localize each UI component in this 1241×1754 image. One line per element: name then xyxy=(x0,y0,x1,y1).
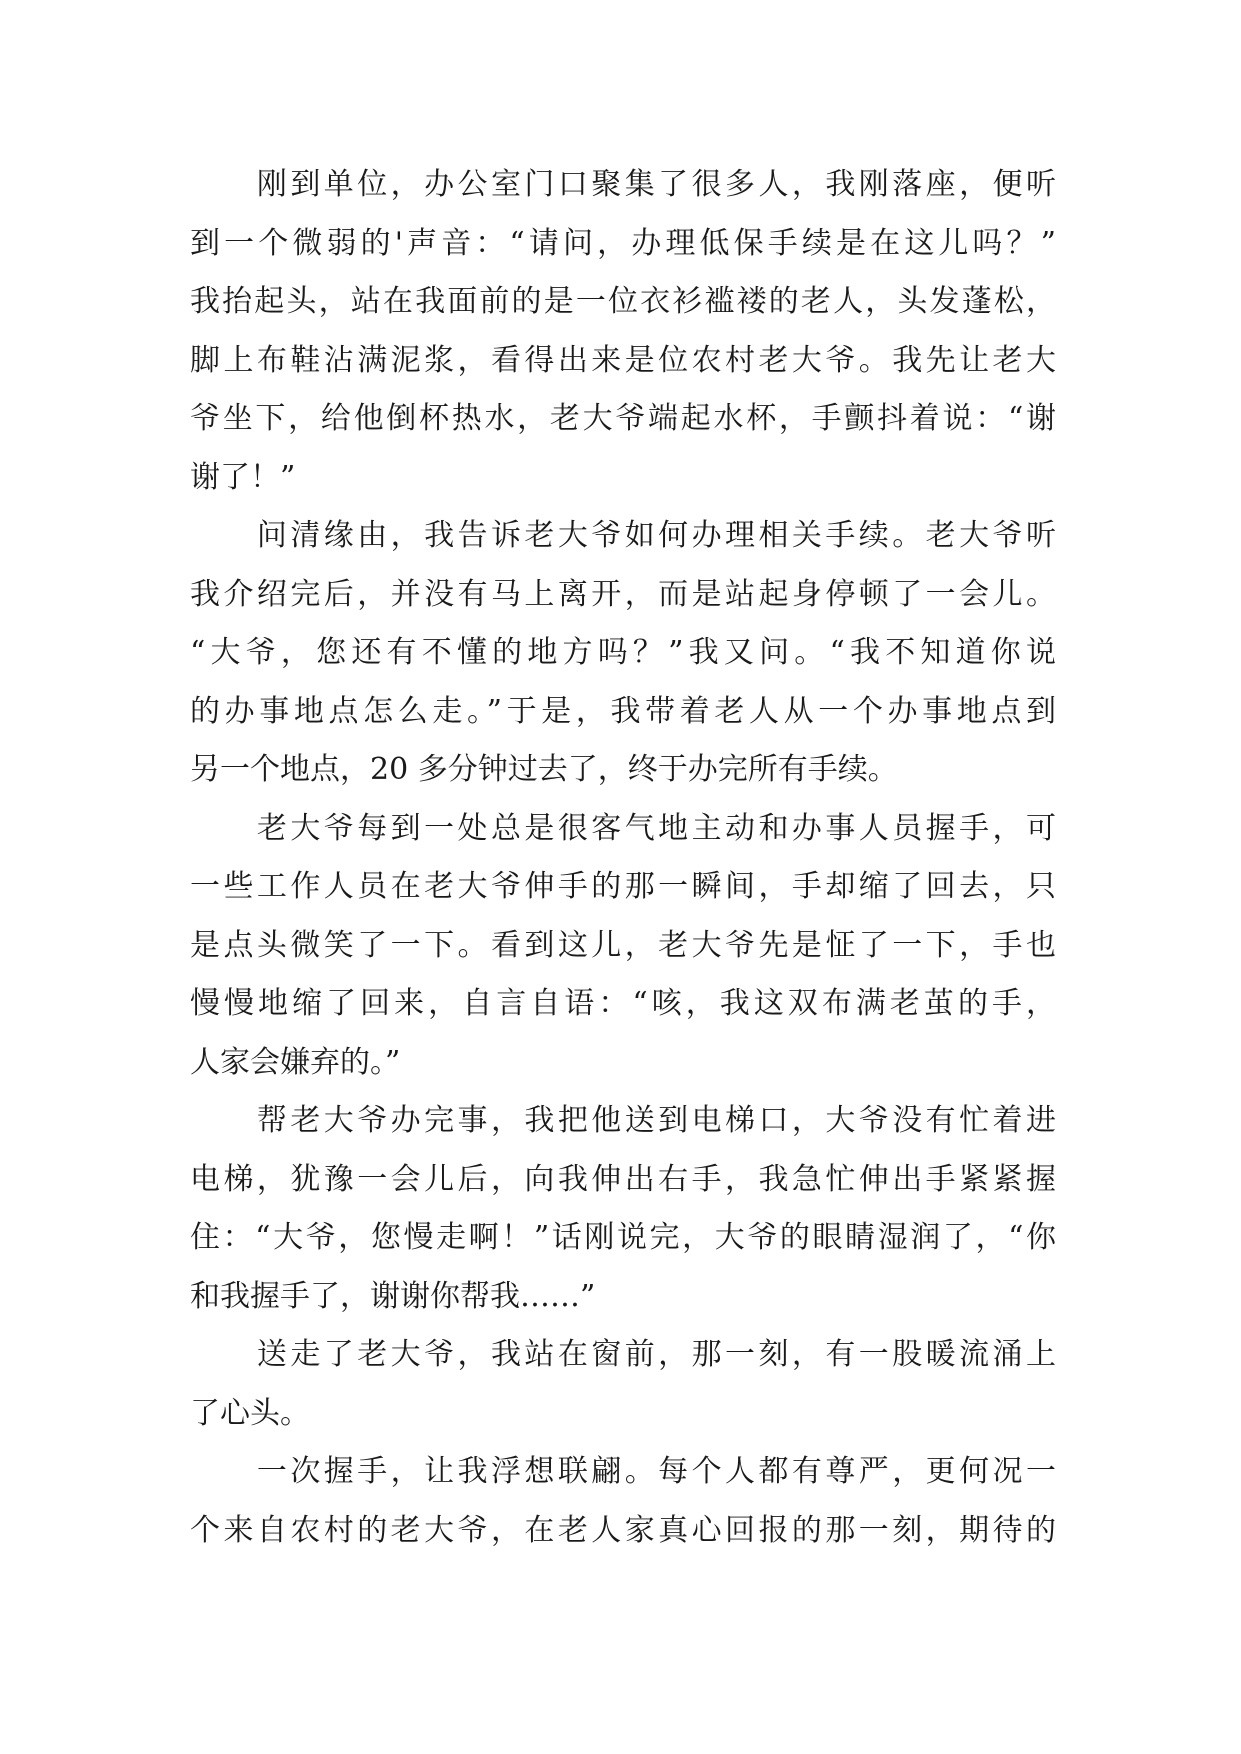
paragraph-2 xyxy=(190,507,1056,800)
paragraph-1 xyxy=(190,156,1056,507)
text-line: 脚上布鞋沾满泥浆，看得出来是位农村老大爷。我先让老大 xyxy=(190,342,1056,378)
paragraph-6 xyxy=(190,1443,1056,1560)
paragraph-5 xyxy=(190,1326,1056,1443)
text-line: 到一个微弱的'声音：“请问，办理低保手续是在这儿吗？” xyxy=(190,225,1056,261)
text-line: 慢慢地缩了回来，自言自语：“咳，我这双布满老茧的手， xyxy=(190,986,1056,1021)
text-line: 我介绍完后，并没有马上离开，而是站起身停顿了一会儿。 xyxy=(190,576,1056,612)
document-body xyxy=(190,156,1056,1560)
text-line: 个来自农村的老大爷，在老人家真心回报的那一刻，期待的 xyxy=(190,1512,1056,1548)
text-line: 帮老大爷办完事，我把他送到电梯口，大爷没有忙着进 xyxy=(190,1103,1056,1138)
text-line: 谢了！” xyxy=(190,459,296,495)
text-line: 电梯，犹豫一会儿后，向我伸出右手，我急忙伸出手紧紧握 xyxy=(190,1161,1056,1197)
text-line: 一些工作人员在老大爷伸手的那一瞬间，手却缩了回去，只 xyxy=(190,869,1056,904)
text-line: 爷坐下，给他倒杯热水，老大爷端起水杯，手颤抖着说：“谢 xyxy=(190,401,1056,436)
text-line: 另一个地点，20 多分钟过去了，终于办完所有手续。 xyxy=(190,752,898,787)
text-line: 一次握手，让我浮想联翩。每个人都有尊严，更何况一 xyxy=(190,1454,1056,1489)
text-line: 了心头。 xyxy=(190,1395,310,1431)
paragraph-4 xyxy=(190,1092,1056,1326)
text-line: 老大爷每到一处总是很客气地主动和办事人员握手，可 xyxy=(190,810,1056,846)
text-line: “大爷，您还有不懂的地方吗？”我又问。“我不知道你说 xyxy=(190,635,1056,670)
text-line: 是点头微笑了一下。看到这儿，老大爷先是怔了一下，手也 xyxy=(190,927,1056,963)
text-line: 的办事地点怎么走。”于是，我带着老人从一个办事地点到 xyxy=(190,693,1056,729)
text-line: 刚到单位，办公室门口聚集了很多人，我刚落座，便听 xyxy=(190,167,1056,202)
text-line: 送走了老大爷，我站在窗前，那一刻，有一股暖流涌上 xyxy=(190,1337,1056,1372)
text-line: 住：“大爷，您慢走啊！”话刚说完，大爷的眼睛湿润了，“你 xyxy=(190,1220,1056,1255)
text-line: 问清缘由，我告诉老大爷如何办理相关手续。老大爷听 xyxy=(190,518,1056,553)
text-line: 我抬起头，站在我面前的是一位衣衫褴褛的老人，头发蓬松， xyxy=(190,284,1056,319)
paragraph-3 xyxy=(190,800,1056,1093)
text-line: 和我握手了，谢谢你帮我……” xyxy=(190,1278,596,1314)
text-line: 人家会嫌弃的。” xyxy=(190,1044,401,1080)
